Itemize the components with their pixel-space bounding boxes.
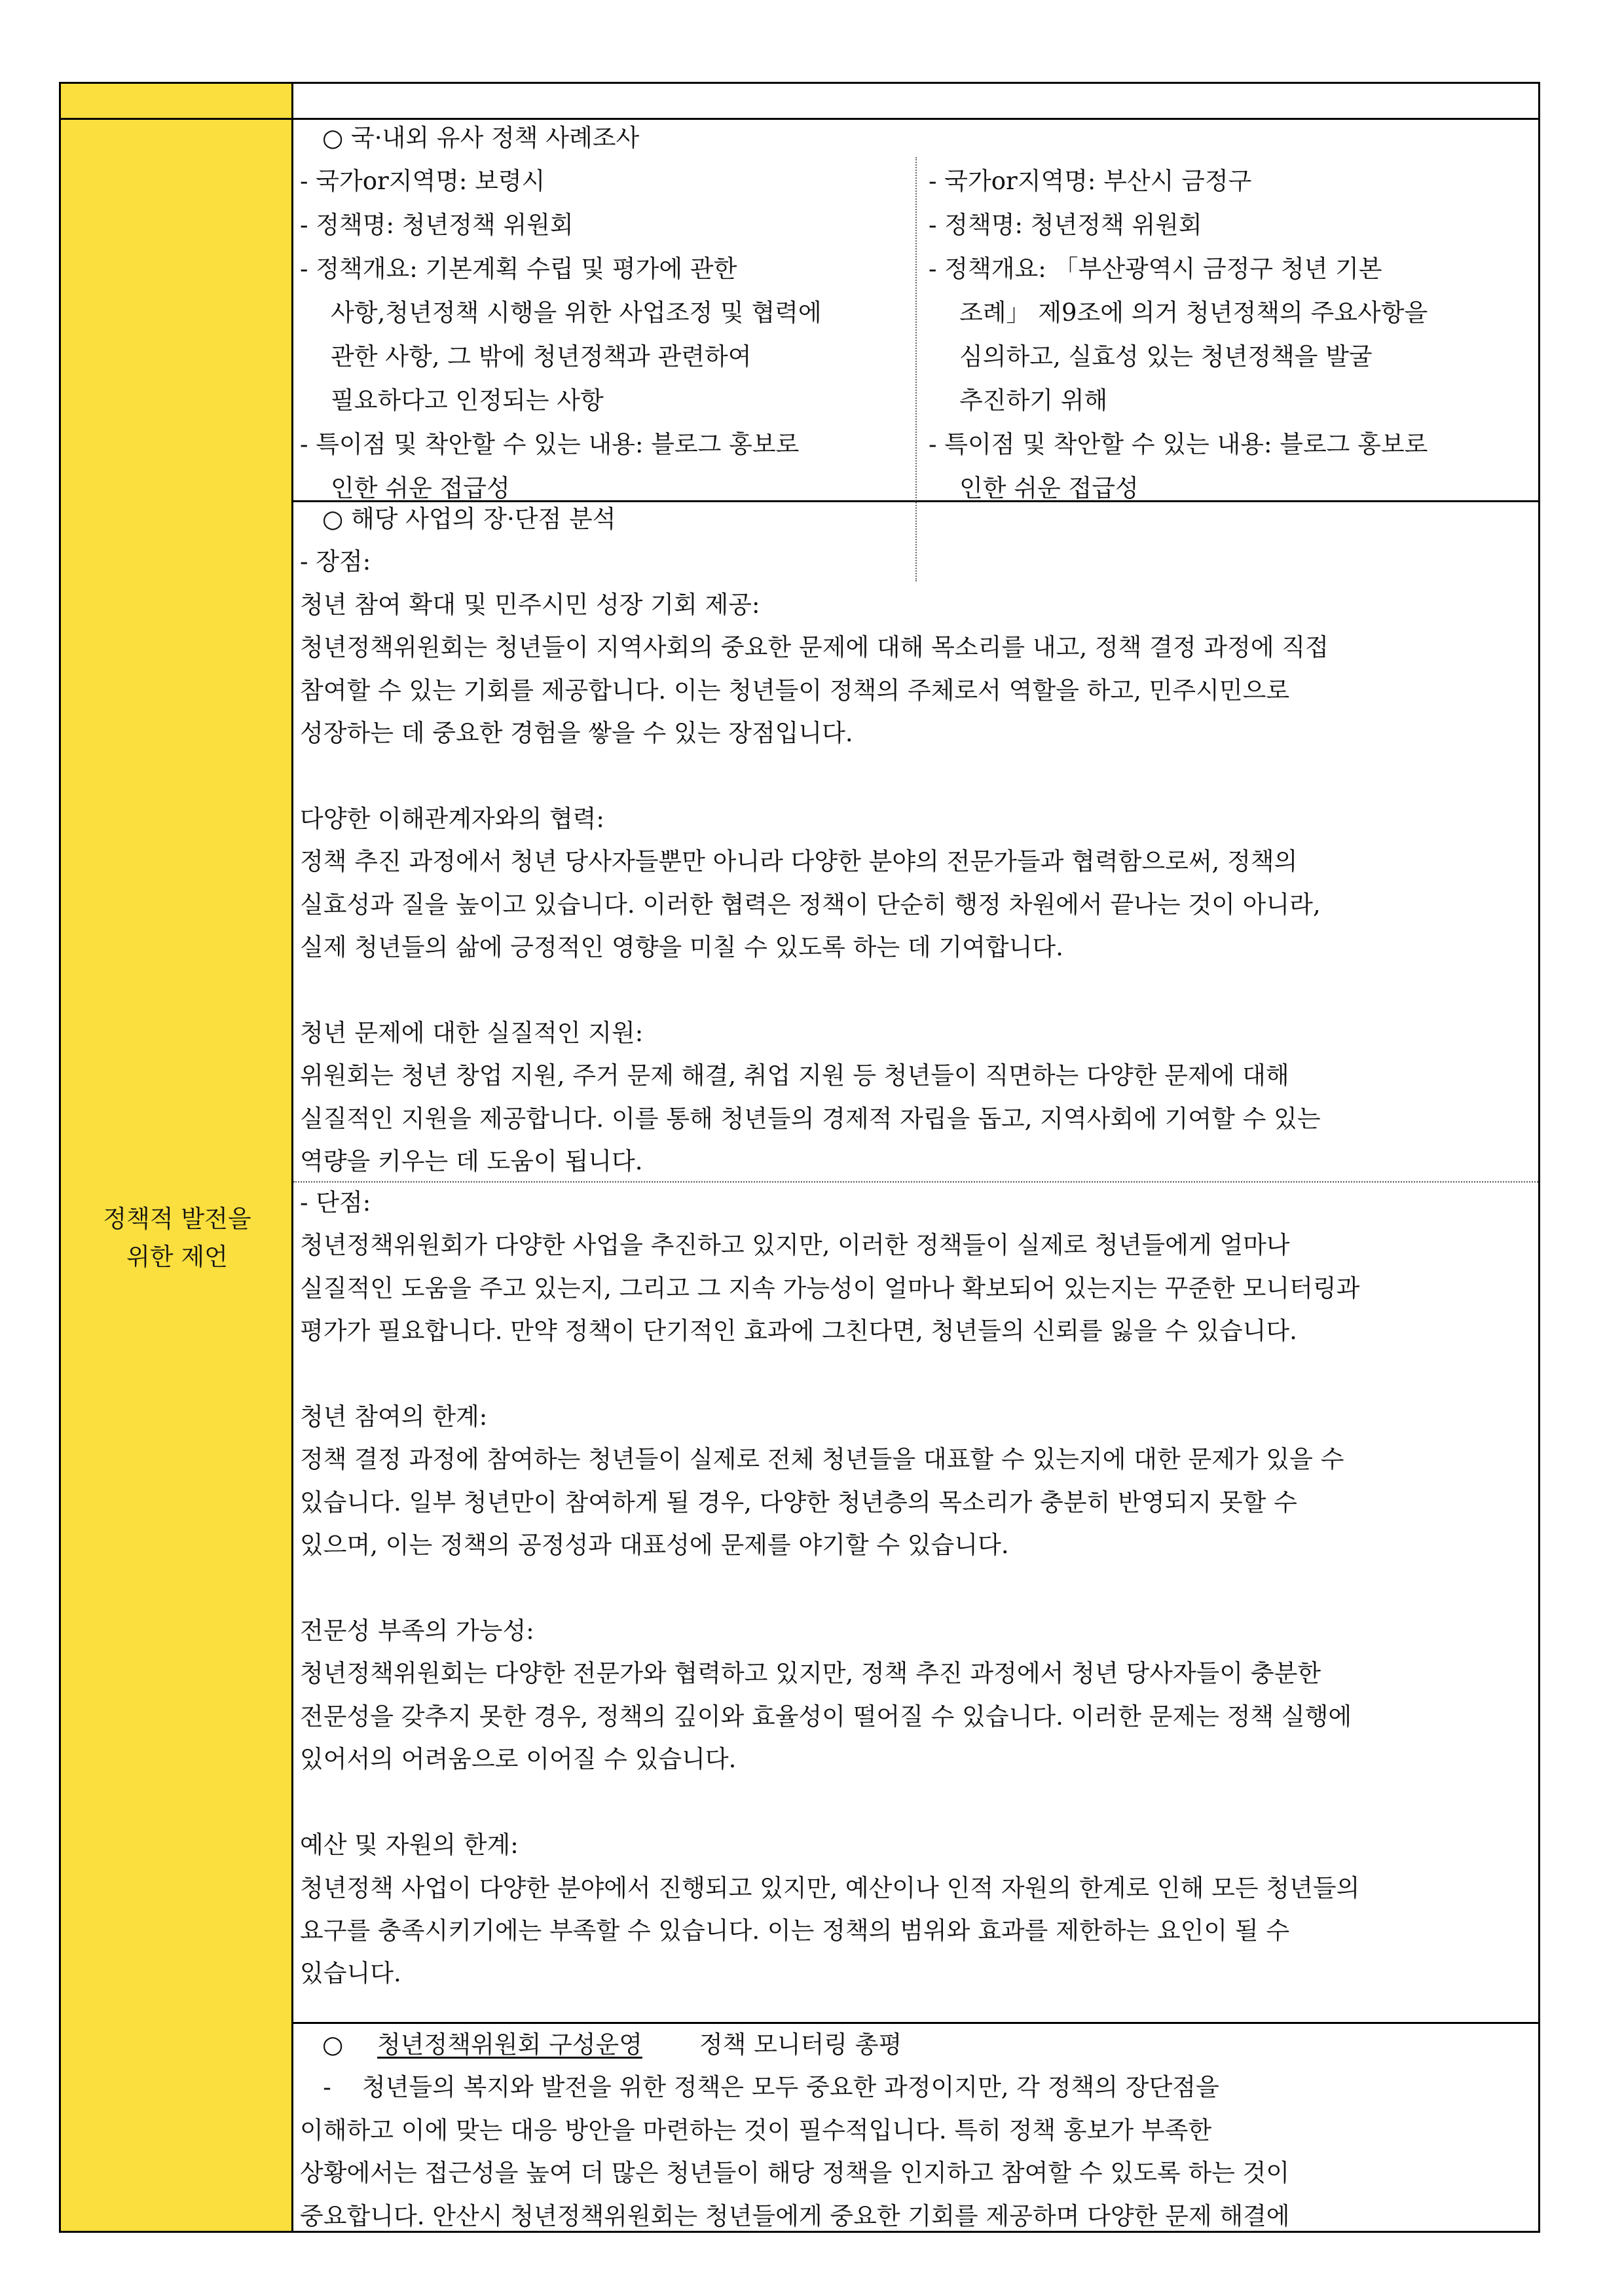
pros-line: 성장하는 데 중요한 경험을 쌓을 수 있는 장점입니다.	[300, 719, 853, 748]
case-right-line: - 정책개요: 「부산광역시 금정구 청년 기본	[929, 255, 1382, 284]
cons-line: 요구를 충족시키기에는 부족할 수 있습니다. 이는 정책의 범위와 효과를 제한하는 요인이 될 수	[300, 1916, 1290, 1945]
case-left	[300, 159, 822, 510]
pros-line: 청년정책위원회는 청년들이 지역사회의 중요한 문제에 대해 목소리를 내고, 정책 결정 과정에 직접	[300, 633, 1329, 662]
case-right	[929, 159, 1428, 510]
summary-line: 이해하고 이에 맞는 대응 방안을 마련하는 것이 필수적입니다. 특히 정책 홍보가 부족한	[300, 2116, 1212, 2144]
pros-line: 청년 문제에 대한 실질적인 지원:	[300, 1018, 644, 1047]
cons-line: 전문성 부족의 가능성:	[300, 1617, 534, 1645]
case-right-line: 인한 쉬운 접급성	[959, 474, 1139, 503]
cons-line: 청년정책 사업이 다양한 분야에서 진행되고 있지만, 예산이나 인적 자원의 한계로 인해 모든 청년들의	[300, 1873, 1360, 1902]
cons-line: 있습니다.	[300, 1959, 401, 1988]
case-left-line: - 정책명: 청년정책 위원회	[300, 211, 574, 240]
pros-line: 실제 청년들의 삶에 긍정적인 영향을 미칠 수 있도록 하는 데 기여합니다.	[300, 933, 1063, 962]
case-left-line: 관한 사항, 그 밖에 청년정책과 관련하여	[331, 342, 752, 371]
pros-line: 실질적인 지원을 제공합니다. 이를 통해 청년들의 경제적 자립을 돕고, 지역사회에 기여할 수 있는	[300, 1104, 1321, 1133]
case-right-line: 추진하기 위해	[959, 386, 1108, 415]
analysis-heading: ○ 해당 사업의 장·단점 분석	[322, 505, 616, 533]
summary-bullet: ○	[322, 2030, 344, 2059]
summary-heading	[300, 2023, 1533, 2066]
cons-line: 있으며, 이는 정책의 공정성과 대표성에 문제를 야기할 수 있습니다.	[300, 1531, 1009, 1560]
analysis-section	[300, 498, 1533, 1183]
pros-line: 참여할 수 있는 기회를 제공합니다. 이는 청년들이 정책의 주체로서 역할을 하고, 민주시민으로	[300, 676, 1290, 705]
pros-line: 위원회는 청년 창업 지원, 주거 문제 해결, 취업 지원 등 청년들이 직면하는 다양한 문제에 대해	[300, 1061, 1289, 1090]
cons-line	[300, 1781, 1533, 1824]
cons-line	[300, 1353, 1533, 1395]
case-study-heading: ○ 국·내외 유사 정책 사례조사	[322, 124, 640, 152]
cons-line: 청년정책위원회가 다양한 사업을 추진하고 있지만, 이러한 정책들이 실제로 청년들에게 얼마나	[300, 1231, 1290, 1260]
section-label-line2: 위한 제언	[126, 1243, 228, 1271]
document-table	[59, 82, 1540, 2233]
cons-line: 있습니다. 일부 청년만이 참여하게 될 경우, 다양한 청년층의 목소리가 충분히 반영되지 못할 수	[300, 1488, 1297, 1516]
summary-title: 정책 모니터링 총평	[699, 2030, 902, 2059]
pros-line: 역량을 키우는 데 도움이 됩니다.	[300, 1147, 643, 1176]
cons-line: 전문성을 갖추지 못한 경우, 정책의 깊이와 효율성이 떨어질 수 있습니다. 이러한 문제는 정책 실행에	[300, 1702, 1352, 1731]
content-column	[293, 84, 1538, 2231]
cons-line: 청년정책위원회는 다양한 전문가와 협력하고 있지만, 정책 추진 과정에서 청년 당사자들이 충분한	[300, 1659, 1321, 1688]
case-right-line: - 정책명: 청년정책 위원회	[929, 211, 1202, 240]
summary-line: 상황에서는 접근성을 높여 더 많은 청년들이 해당 정책을 인지하고 참여할 수 있도록 하는 것이	[300, 2159, 1290, 2188]
left-column	[61, 84, 293, 2231]
pros-line: 다양한 이해관계자와의 협력:	[300, 804, 604, 833]
case-left-line: 필요하다고 인정되는 사항	[331, 386, 604, 415]
cons-line	[300, 1567, 1533, 1609]
summary-line: 중요합니다. 안산시 청년정책위원회는 청년들에게 중요한 기회를 제공하며 다양한 문제 해결에	[300, 2201, 1290, 2230]
case-left-line: - 특이점 및 착안할 수 있는 내용: 블로그 홍보로	[300, 430, 800, 459]
pros-line	[300, 968, 1533, 1011]
section-label-line1: 정책적 발전을	[103, 1205, 251, 1233]
pros-line: 정책 추진 과정에서 청년 당사자들뿐만 아니라 다양한 분야의 전문가들과 협력함으로써, 정책의	[300, 847, 1298, 876]
cons-line: 청년 참여의 한계:	[300, 1403, 488, 1431]
cons-line: 있어서의 어려움으로 이어질 수 있습니다.	[300, 1745, 737, 1774]
case-left-line: - 국가or지역명: 보령시	[300, 167, 545, 196]
cons-line: 예산 및 자원의 한계:	[300, 1831, 519, 1860]
case-right-line: 심의하고, 실효성 있는 청년정책을 발굴	[959, 342, 1373, 371]
case-study-section	[300, 117, 1533, 503]
section-label	[61, 1200, 293, 1276]
case-left-line: 인한 쉬운 접급성	[331, 474, 510, 503]
case-right-line: 조례」 제9조에 의거 청년정책의 주요사항을	[959, 299, 1428, 327]
cons-label: - 단점:	[300, 1188, 371, 1217]
summary-policy-name: 청년정책위원회 구성운영	[377, 2030, 642, 2059]
case-right-line: - 국가or지역명: 부산시 금정구	[929, 167, 1252, 196]
summary-line: - 청년들의 복지와 발전을 위한 정책은 모두 중요한 과정이지만, 각 정책의 장단점을	[300, 2073, 1219, 2102]
pros-label: - 장점:	[300, 547, 371, 576]
cons-line: 평가가 필요합니다. 만약 정책이 단기적인 효과에 그친다면, 청년들의 신뢰를 잃을 수 있습니다.	[300, 1317, 1297, 1346]
pros-line: 청년 참여 확대 및 민주시민 성장 기회 제공:	[300, 590, 760, 619]
pros-line: 실효성과 질을 높이고 있습니다. 이러한 협력은 정책이 단순히 행정 차원에서 끝나는 것이 아니라,	[300, 890, 1321, 919]
cons-line: 정책 결정 과정에 참여하는 청년들이 실제로 전체 청년들을 대표할 수 있는지에 대한 문제가 있을 수	[300, 1445, 1344, 1474]
case-left-line: 사항,청년정책 시행을 위한 사업조정 및 협력에	[331, 299, 822, 327]
cons-section	[300, 1181, 1533, 1995]
left-top-divider	[61, 118, 291, 120]
case-left-line: - 정책개요: 기본계획 수립 및 평가에 관한	[300, 255, 737, 284]
pros-line	[300, 754, 1533, 797]
case-right-line: - 특이점 및 착안할 수 있는 내용: 블로그 홍보로	[929, 430, 1428, 459]
cons-line: 실질적인 도움을 주고 있는지, 그리고 그 지속 가능성이 얼마나 확보되어 있는지는 꾸준한 모니터링과	[300, 1274, 1360, 1302]
summary-section	[300, 2023, 1533, 2237]
